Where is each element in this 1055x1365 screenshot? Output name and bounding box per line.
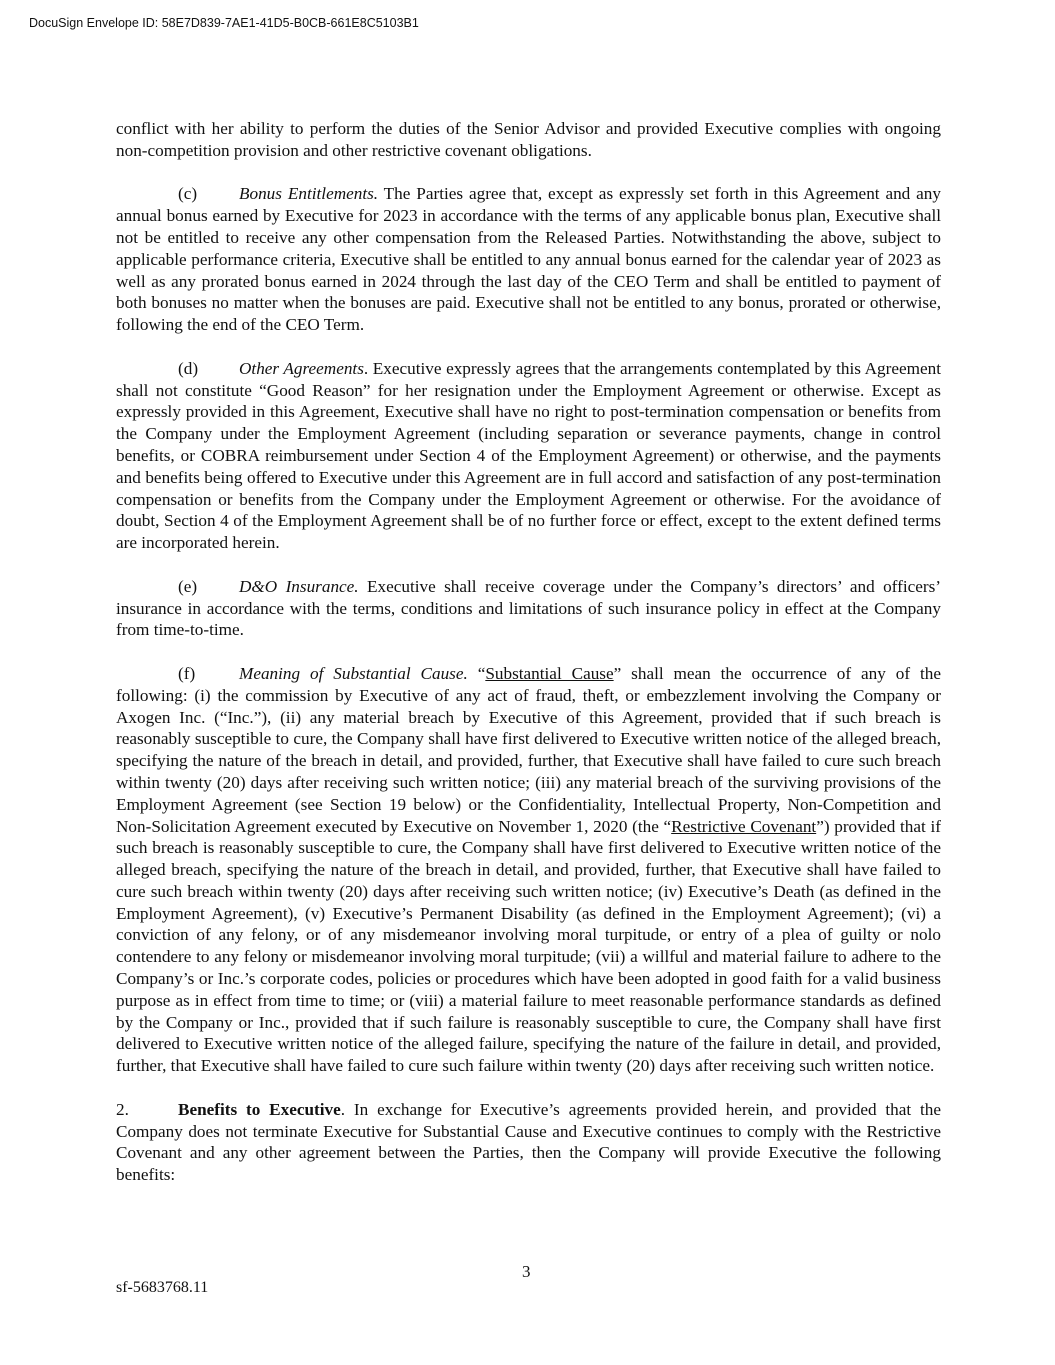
paragraph-f-substantial-cause <box>116 663 941 1077</box>
defined-term-substantial-cause: Substantial Cause <box>485 663 614 683</box>
paragraph-e-do-insurance <box>116 576 941 641</box>
document-body <box>116 118 941 1186</box>
paragraph-d-other-agreements <box>116 358 941 554</box>
paragraph-c-bonus-entitlements <box>116 183 941 336</box>
clause-text: . Executive expressly agrees that the arrangements contemplated by this Agreement shall not constitute “Good Reason” for her resignation under the Employment Agreement or otherwise. Except as expressly provided in this Agreement, Executive shall have no right to post-termination compensation or benefits from the Company under the Employment Agreement (including separation or severance payments, change in control benefits, or COBRA reimbursement under Section 4 of the Employment Agreement) or otherwise, and the payments and benefits being offered to Executive under this Agreement are in full accord and satisfaction of any post-termination compensation or benefits from the Company under the Employment Agreement or otherwise. For the avoidance of doubt, Section 4 of the Employment Agreement shall be of no further force or effect, except to the extent defined terms are incorporated herein. <box>116 358 941 553</box>
quote-open: “ <box>467 663 486 683</box>
continuation-paragraph: conflict with her ability to perform the duties of the Senior Advisor and provided Executive complies with ongoing non-competition provision and other restrictive covenant obligations. <box>116 119 941 160</box>
section-2-benefits-to-executive <box>116 1099 941 1186</box>
clause-text: The Parties agree that, except as expressly set forth in this Agreement and any annual bonus earned by Executive for 2023 in accordance with the terms of any applicable bonus plan, Executive shall not be entitled to receive any other compensation from the Released Parties. Notwithstanding the above, subject to applicable performance criteria, Executive shall be entitled to any annual bonus earned for the calendar year of 2023 as well as any prorated bonus earned in 2024 through the last day of the CEO Term and shall be entitled to payment of both bonuses no matter when the bonuses are paid. Executive shall not be entitled to any bonus, prorated or otherwise, following the end of the CEO Term. <box>116 184 941 335</box>
section-number: 2. <box>116 1099 129 1119</box>
clause-heading: Meaning of Substantial Cause. <box>239 663 468 683</box>
clause-heading: D&O Insurance. <box>239 576 359 596</box>
section-heading: Benefits to Executive <box>178 1099 341 1119</box>
page-number: 3 <box>522 1262 531 1281</box>
clause-heading: Bonus Entitlements. <box>239 184 379 204</box>
clause-text-part-1: ” shall mean the occurrence of any of the following: (i) the commission by Executive of any act of fraud, theft, or embezzlement involving the Company or Axogen Inc. (“Inc.”), (ii) any material breach by Executive of this Agreement, provided that if such breach is reasonably susceptible to cure, the Company shall have first delivered to Executive written notice of the alleged breach, specifying the nature of the breach in detail, and provided, further, that Executive shall have failed to cure such breach within twenty (20) days after receiving such written notice; (iii) any material breach of the surviving provisions of the Employment Agreement (see Section 19 below) or the Confidentiality, Intellectual Property, Non-Competition and Non-Solicitation Agreement executed by Executive on November 1, 2020 (the “ <box>116 663 941 836</box>
clause-text-part-2: ”) provided that if such breach is reasonably susceptible to cure, the Company shall have first delivered to Executive written notice of the alleged breach, specifying the nature of the breach in detail, and provided, further, that Executive shall have failed to cure such breach within twenty (20) days after receiving such written notice; (iv) Executive’s Death (as defined in the Employment Agreement), (v) Executive’s Permanent Disability (as defined in the Employment Agreement); (vi) a conviction of any felony, or of any misdemeanor involving moral turpitude, or entry of a plea of guilty or nolo contendere to any felony or misdemeanor involving moral turpitude; (vii) a willful and material failure to adhere to the Company’s or Inc.’s corporate codes, policies or procedures which have been adopted in good faith for a valid business purpose as in effect from time to time; or (viii) a material failure to meet reasonable performance standards as defined by the Company or Inc., provided that if such failure is reasonably susceptible to cure, the Company shall have first delivered to Executive written notice of the alleged failure, specifying the nature of the failure in detail, and provided, further, that Executive shall have failed to cure such failure within twenty (20) days after receiving such written notice. <box>116 816 941 1076</box>
clause-label: (f) <box>178 663 196 683</box>
clause-label: (d) <box>178 358 199 378</box>
clause-text: Executive shall receive coverage under the Company’s directors’ and officers’ insurance in accordance with the terms, conditions and limitations of such insurance policy in effect at the Company from time-to-time. <box>116 576 941 640</box>
clause-label: (c) <box>178 184 198 204</box>
clause-label: (e) <box>178 576 198 596</box>
defined-term-restrictive-covenant: Restrictive Covenant <box>671 816 817 836</box>
clause-heading: Other Agreements <box>239 358 364 378</box>
section-text: . In exchange for Executive’s agreements provided herein, and provided that the Company does not terminate Executive for Substantial Cause and Executive continues to comply with the Restrictive Covenant and any other agreement between the Parties, then the Company will provide Executive the following benefits: <box>116 1099 941 1185</box>
docusign-envelope-id: DocuSign Envelope ID: 58E7D839-7AE1-41D5-B0CB-661E8C5103B1 <box>29 16 419 30</box>
footer-document-id: sf-5683768.11 <box>116 1279 209 1296</box>
